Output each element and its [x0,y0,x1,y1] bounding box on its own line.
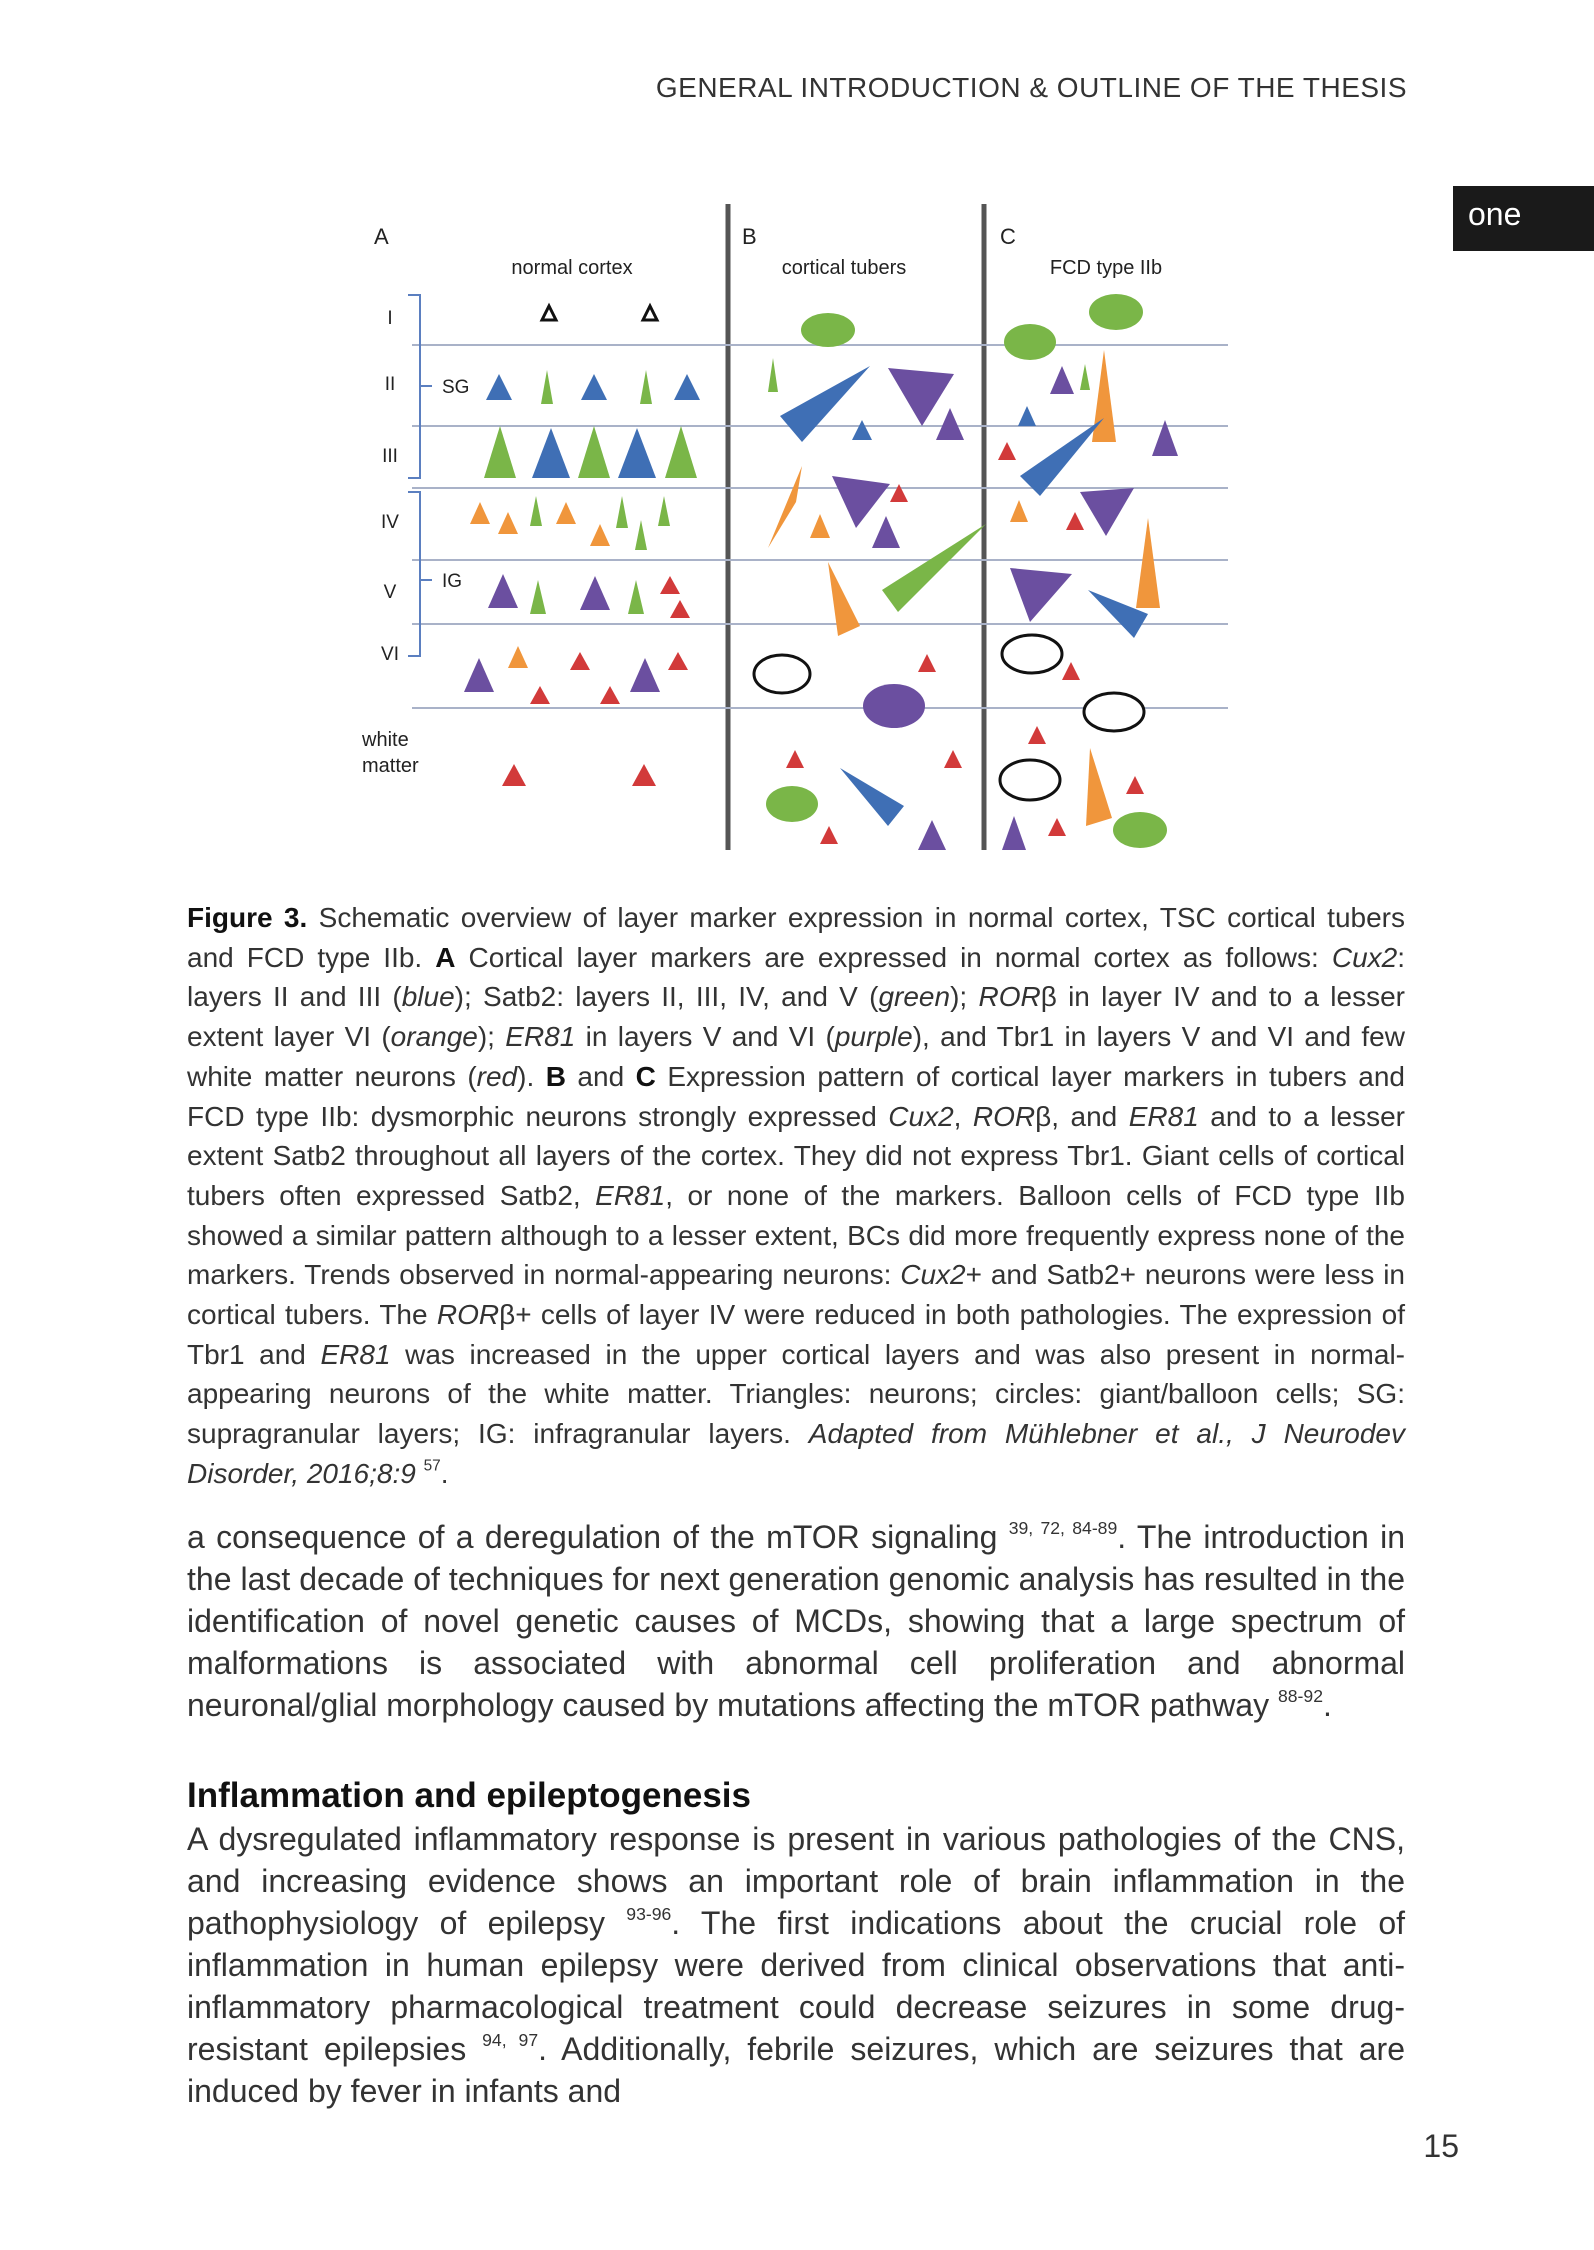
page-number: 15 [1423,2128,1459,2164]
neuron-green [635,520,647,550]
neuron-red [660,576,680,594]
neuron-blue [581,374,607,400]
neuron-green [541,370,553,404]
neuron-purple [872,516,900,548]
figure-caption: Figure 3. Schematic overview of layer marker expression in normal cortex, TSC cortical tubers and FCD type IIb. A Cortical layer markers are expressed in normal cortex as follows: Cux2: layers II and III (blue); Satb2: layers II, III, IV, and V (green); RORβ in layer IV and to a lesser extent layer VI (orange); ER81 in layers V and VI (purple), and Tbr1 in layers V and VI and few white matter neurons (red). B and C Expression pattern of cortical layer markers in tubers and FCD type IIb: dysmorphic neurons strongly expressed Cux2, RORβ, and ER81 and to a lesser extent Satb2 throughout all layers of the cortex. They did not express Tbr1. Giant cells of cortical tubers often expressed Satb2, ER81, or none of the markers. Balloon cells of FCD type IIb showed a similar pattern although to a lesser extent, BCs did more frequently express none of the markers. Trends observed in normal-appearing neurons: Cux2+ and Satb2+ neurons were less in cortical tubers. The RORβ+ cells of layer IV were reduced in both pathologies. The expression of Tbr1 and ER81 was increased in the upper cortical layers and was also present in normal-appearing neurons of the white matter. Triangles: neurons; circles: giant/balloon cells; SG: supragranular layers; IG: infragranular layers. Adapted from Mühlebner et al., J Neurodev Disorder, 2016;8:9 $^{57}$. [187,902,1405,1489]
neuron-orange [810,514,830,538]
neuron-blue [780,366,870,442]
neuron-red [820,826,838,844]
neuron-blue [486,374,512,400]
neuron-blue [532,428,570,478]
neuron-orange [1010,500,1028,522]
panel-title-c: FCD type IIb [1049,257,1163,279]
neuron-orange [556,502,576,524]
giant-cell-green [766,786,818,822]
neuron-red [668,652,688,670]
caption-ref: 57 [423,1457,441,1475]
neuron-purple [464,658,494,692]
neuron-red [1028,726,1046,744]
section-heading: Inflammation and epileptogenesis [187,1776,751,1815]
neuron-red [570,652,590,670]
neuron-red [1126,776,1144,794]
neuron-red [890,484,908,502]
balloon-cell-outline [1002,635,1062,673]
neuron-purple [580,576,610,610]
layer-label-v: V [383,582,397,603]
panel-title-a: normal cortex [511,257,633,279]
neuron-red [786,750,804,768]
white-matter-label-2: matter [362,755,419,777]
layer-label-iii: III [382,446,398,467]
neuron-green [530,496,542,526]
neuron-red [1048,818,1066,836]
citation-ref: 88-92 [1277,1685,1323,1706]
citation-ref: 94, 97 [482,2029,539,2050]
neuron-purple [1080,488,1134,536]
neuron-purple [888,368,954,426]
neuron-purple [1002,816,1026,850]
neuron-red [1066,512,1084,530]
white-matter-label-1: white [362,729,409,751]
layer-label-vi: VI [381,644,399,665]
balloon-cell-green [1113,812,1167,848]
neuron-green [484,426,516,478]
neuron-orange [590,524,610,546]
sg-bracket [408,295,432,478]
neuron-red [530,686,550,704]
paragraph-inflammation: A dysregulated inflammatory response is present in various pathologies of the CNS, and increasing evidence shows an important role of brain inflammation in the pathophysiology of epilepsy $^{93-96}$. The first indications about the crucial role of inflammation in human epilepsy were derived from clinical observations that anti-inflammatory pharmacological treatment could decrease seizures in some drug-resistant epilepsies $^{94, 97}$. Additionally, febrile seizures, which are seizures that are induced by fever in infants and [187,1821,1406,2109]
neuron-blue [852,420,872,440]
neuron-purple [1050,366,1074,394]
neuron-purple [832,476,890,528]
neuron-purple [918,820,946,850]
neuron-green [1080,364,1090,390]
neuron-red [600,686,620,704]
neuron-red [1062,662,1080,680]
neuron-red [670,600,690,618]
figure-3 [350,190,1250,870]
balloon-cell-outline [1084,693,1144,731]
neuron-green [578,426,610,478]
citation-ref: 39, 72, 84-89 [1008,1517,1118,1538]
neuron-green [640,370,652,404]
neuron-blue [674,374,700,400]
neuron-green [882,524,986,612]
neuron-purple [488,574,518,608]
panel-letter-b: B [742,224,757,249]
neuron-outline [542,306,556,320]
chapter-tab[interactable]: one [1453,186,1594,251]
panel-c-cells [998,294,1178,850]
neuron-green [616,496,628,528]
neuron-orange [1136,518,1160,608]
running-header: GENERAL INTRODUCTION & OUTLINE OF THE THESIS [655,72,1407,103]
layer-label-ii: II [384,374,396,395]
caption-label: Figure 3. [187,902,308,933]
panel-a-cells [464,306,700,786]
panel-title-b: cortical tubers [781,257,907,279]
balloon-cell-green [1089,294,1143,330]
panel-letter-a: A [374,224,389,249]
neuron-red [944,750,962,768]
neuron-orange [768,466,802,548]
ig-label: IG [442,571,463,592]
caption-citation: Adapted from Mühlebner et al., J Neurodev Disorder, 2016;8:9 [187,1418,1405,1489]
neuron-green [665,426,697,478]
neuron-red [632,764,656,786]
neuron-green [658,496,670,526]
neuron-orange [1086,748,1112,826]
sg-label: SG [442,377,470,398]
giant-cell-purple [863,684,925,728]
balloon-cell-outline [754,655,810,693]
panel-b-cells [754,313,986,850]
neuron-orange [498,512,518,534]
neuron-blue [1020,418,1104,496]
neuron-orange [470,502,490,524]
neuron-green [768,358,778,392]
layer-label-iv: IV [381,512,399,533]
balloon-cell-outline [1000,760,1060,800]
neuron-red [918,654,936,672]
balloon-cell-green [1004,324,1056,360]
neuron-purple [1010,568,1072,622]
neuron-purple [630,658,660,692]
giant-cell-green [801,313,855,347]
neuron-outline [643,306,657,320]
panel-letter-c: C [1000,224,1016,249]
paragraph-mtor: a consequence of a deregulation of the mTOR signaling $^{39, 72, 84-89}$. The introduction in the last decade of techniques for next generation genomic analysis has resulted in the identification of novel genetic causes of MCDs, showing that a large spectrum of malformations is associated with abnormal cell proliferation and abnormal neuronal/glial morphology caused by mutations affecting the mTOR pathway $^{88-92}$. [187,1517,1405,1723]
neuron-purple [936,408,964,440]
neuron-blue [618,428,656,478]
neuron-green [628,580,644,614]
citation-ref: 93-96 [626,1903,672,1924]
neuron-green [530,580,546,614]
neuron-blue [1018,406,1036,426]
neuron-blue [840,768,904,826]
neuron-red [998,442,1016,460]
layer-label-i: I [387,308,393,329]
neuron-red [502,764,526,786]
ig-bracket [408,492,432,656]
neuron-orange [508,646,528,668]
